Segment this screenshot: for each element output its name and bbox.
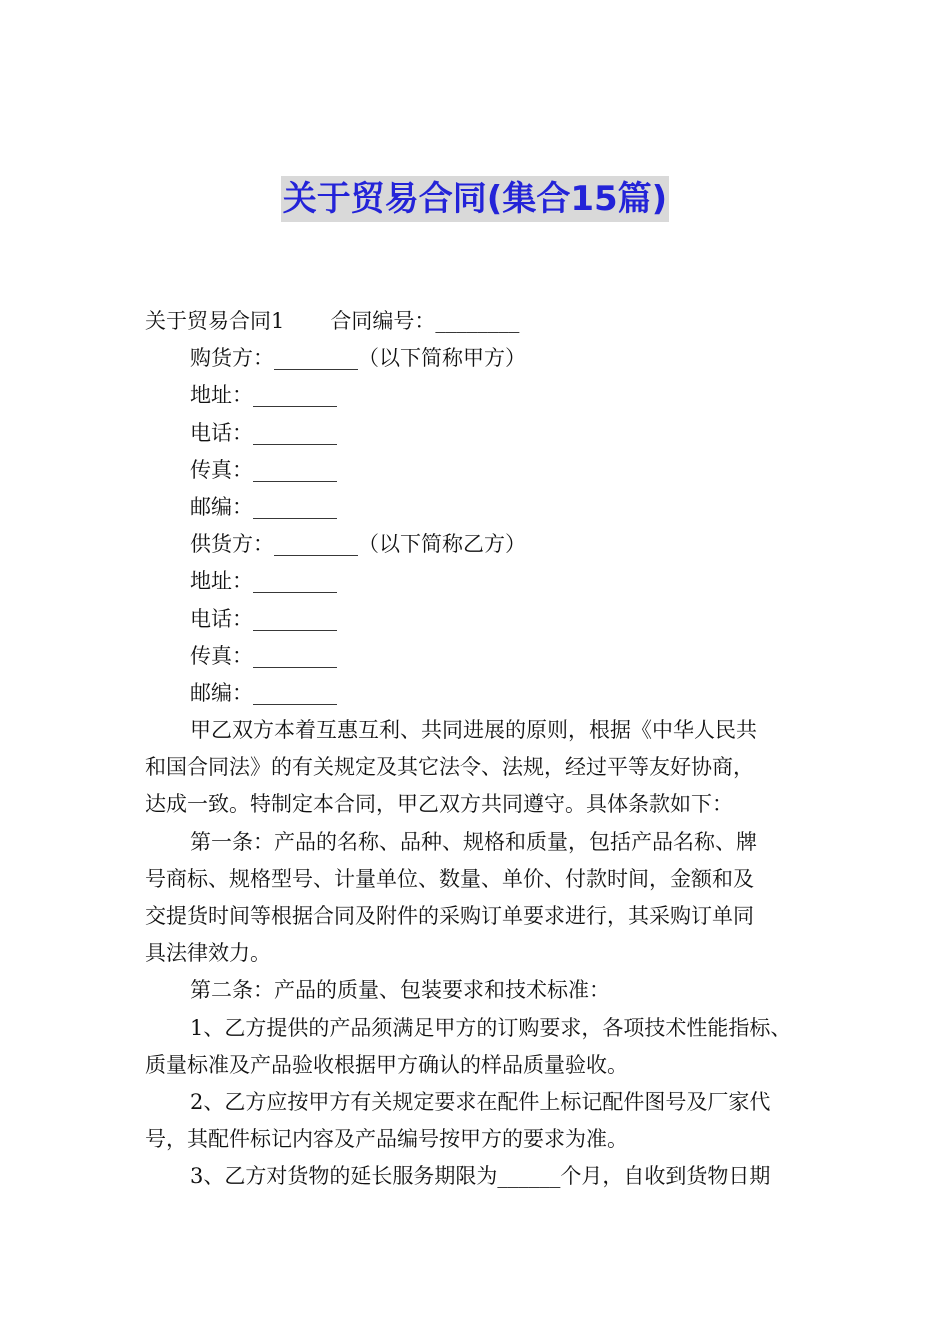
body-line-7: 地址：________ bbox=[190, 569, 337, 594]
body-line-10: 邮编：________ bbox=[190, 680, 337, 705]
body-line-18: 第二条：产品的质量、包装要求和技术标准： bbox=[190, 978, 610, 1003]
body-line-17: 具法律效力。 bbox=[145, 941, 271, 966]
body-line-15: 号商标、规格型号、计量单位、数量、单价、付款时间，金额和及 bbox=[145, 866, 754, 891]
contract-number: 合同编号：________ bbox=[330, 309, 520, 333]
body-line-1: 购货方：________（以下简称甲方） bbox=[190, 346, 526, 371]
body-line-22: 号，其配件标记内容及产品编号按甲方的要求为准。 bbox=[145, 1127, 628, 1152]
body-line-5: 邮编：________ bbox=[190, 494, 337, 519]
body-line-6: 供货方：________（以下简称乙方） bbox=[190, 532, 526, 557]
body-line-3: 电话：________ bbox=[190, 420, 337, 445]
body-line-23: 3、乙方对货物的延长服务期限为______个月，自收到货物日期 bbox=[190, 1164, 771, 1189]
document-body bbox=[145, 303, 825, 1196]
body-line-4: 传真：________ bbox=[190, 457, 337, 482]
body-line-8: 电话：________ bbox=[190, 606, 337, 631]
body-line-0 bbox=[145, 303, 825, 340]
body-line-20: 质量标准及产品验收根据甲方确认的样品质量验收。 bbox=[145, 1052, 628, 1077]
body-line-12: 和国合同法》的有关规定及其它法令、法规，经过平等友好协商， bbox=[145, 755, 754, 780]
body-line-21: 2、乙方应按甲方有关规定要求在配件上标记配件图号及厂家代 bbox=[190, 1089, 771, 1114]
document-title: 关于贸易合同(集合15篇) bbox=[281, 176, 669, 222]
contract-heading: 关于贸易合同1 bbox=[145, 309, 285, 333]
title-container bbox=[0, 176, 950, 222]
body-line-11: 甲乙双方本着互惠互利、共同进展的原则，根据《中华人民共 bbox=[190, 718, 757, 743]
body-line-14: 第一条：产品的名称、品种、规格和质量，包括产品名称、牌 bbox=[190, 829, 757, 854]
body-line-19: 1、乙方提供的产品须满足甲方的订购要求，各项技术性能指标、 bbox=[190, 1015, 792, 1040]
body-line-2: 地址：________ bbox=[190, 383, 337, 408]
body-line-9: 传真：________ bbox=[190, 643, 337, 668]
body-line-13: 达成一致。特制定本合同，甲乙双方共同遵守。具体条款如下： bbox=[145, 792, 733, 817]
body-line-16: 交提货时间等根据合同及附件的采购订单要求进行，其采购订单同 bbox=[145, 904, 754, 928]
